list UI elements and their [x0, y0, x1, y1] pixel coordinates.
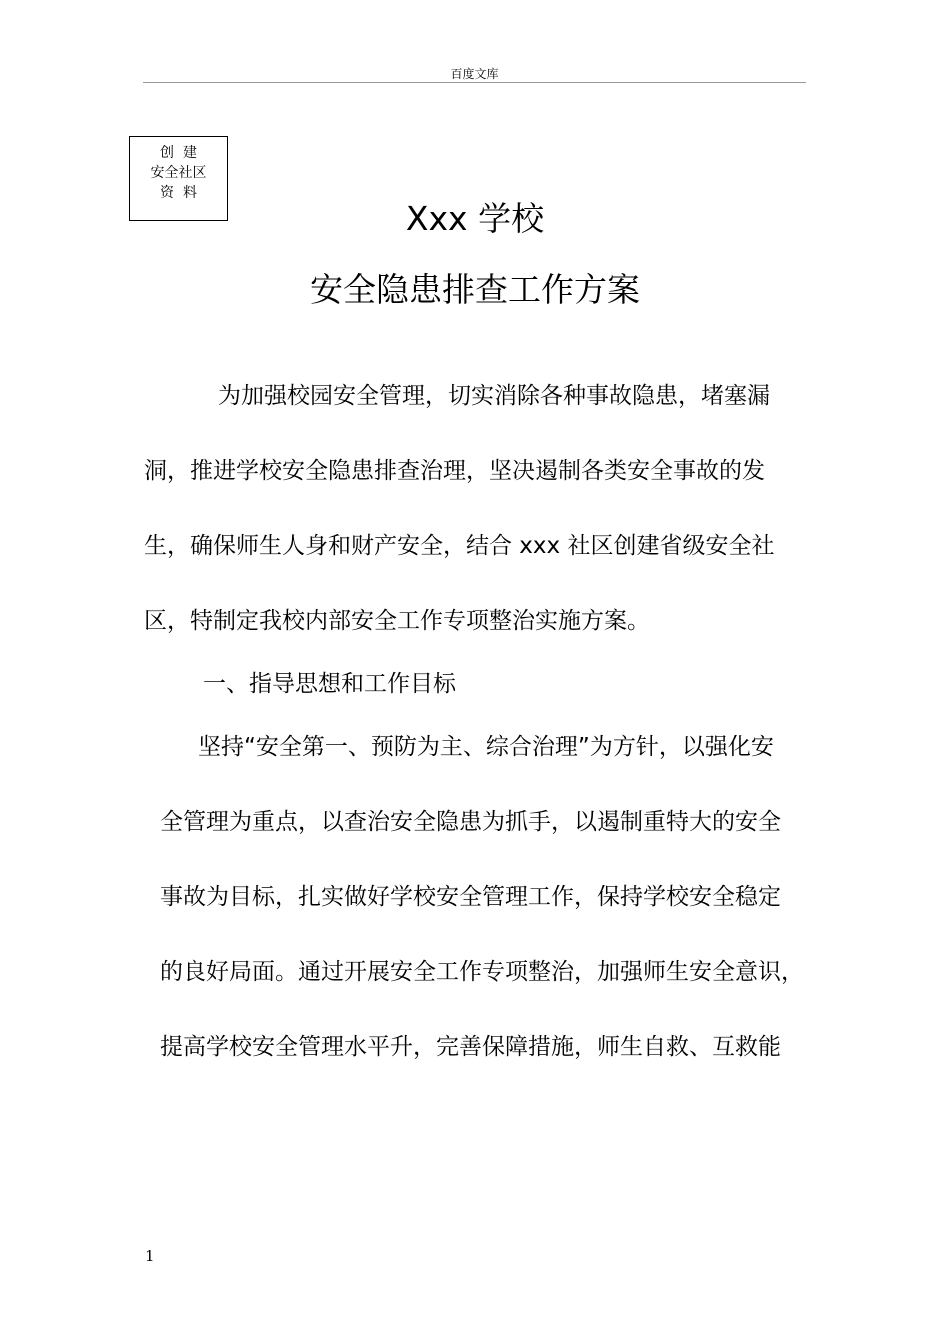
paragraph-line: 洞，推进学校安全隐患排查治理，坚决遏制各类安全事故的发	[144, 458, 765, 484]
section-heading: 一、指导思想和工作目标	[203, 671, 456, 697]
page-header: 百度文库	[450, 67, 499, 81]
paragraph-line: 提高学校安全管理水平升，完善保障措施，师生自救、互救能	[160, 1034, 781, 1060]
stamp-line: 创 建	[160, 145, 197, 161]
paragraph-line: 为加强校园安全管理，切实消除各种事故隐患，堵塞漏	[218, 383, 770, 409]
paragraph-line: 坚持“安全第一、预防为主、综合治理”为方针，以强化安	[198, 734, 774, 760]
stamp-line: 安全社区	[150, 165, 207, 181]
header-divider	[143, 82, 806, 83]
paragraph-line: 全管理为重点，以查治安全隐患为抓手，以遏制重特大的安全	[160, 809, 781, 835]
page-number: 1	[145, 1247, 155, 1265]
paragraph-line: 生，确保师生人身和财产安全，结合 xxx 社区创建省级安全社	[144, 533, 775, 559]
paragraph-line: 事故为目标，扎实做好学校安全管理工作，保持学校安全稳定	[160, 884, 781, 910]
document-title-plan: 安全隐患排查工作方案	[310, 270, 640, 309]
document-title-school: Xxx 学校	[405, 199, 545, 238]
stamp-line: 资 料	[160, 185, 197, 201]
paragraph-line: 的良好局面。通过开展安全工作专项整治，加强师生安全意识，	[160, 959, 804, 985]
paragraph-line: 区，特制定我校内部安全工作专项整治实施方案。	[144, 608, 650, 634]
